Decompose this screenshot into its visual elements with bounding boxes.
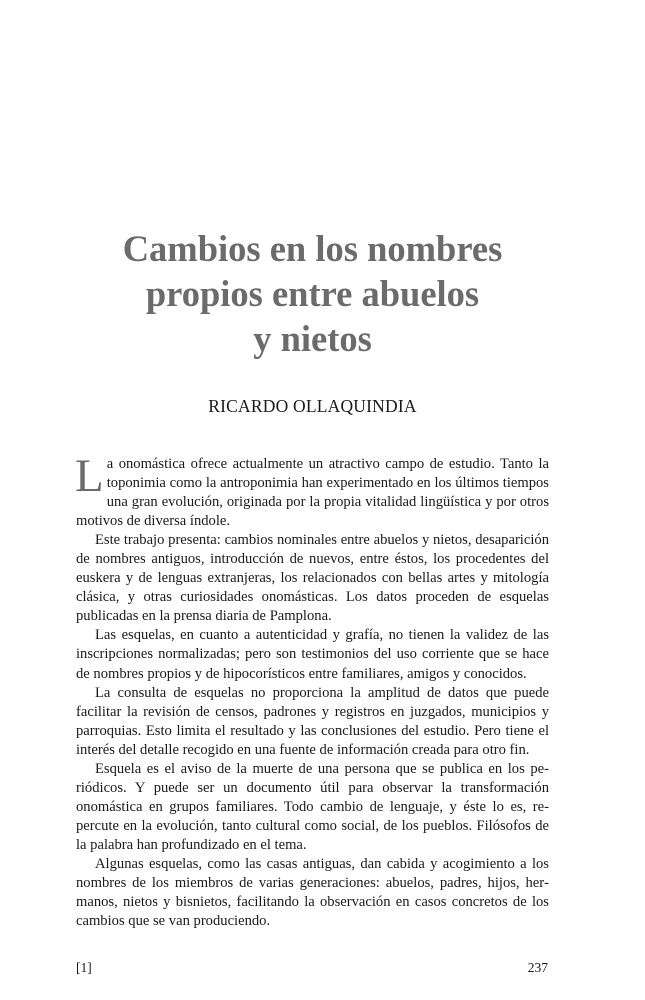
article-title-line-2: propios entre abuelos xyxy=(145,273,480,314)
article-body xyxy=(75,450,549,931)
paragraph-2: Este trabajo presenta: cambios nominales entre abuelos y nietos, desaparición de nombres antiguos, introducción de nuevos, entre éstos, los procedentes del euskera y de lenguas extranjeras, los relacionados con bellas artes y mitología clásica, y otras curiosidades onomásticas. Los datos proceden de esquelas publicadas en la prensa diaria de Pamplona. xyxy=(76,532,549,625)
article-title-line-3: y nietos xyxy=(253,318,372,359)
paragraph-3: Las esquelas, en cuanto a autenticidad y grafía, no tienen la validez de las inscripciones normalizadas; pero son testimonios del uso corriente que se hace de nombres propios y de hipocorísticos entre familiares, amigos y conocidos. xyxy=(76,627,549,682)
paragraph-1 xyxy=(75,450,549,531)
section-marker: [1] xyxy=(76,960,92,975)
drop-cap: L xyxy=(75,450,104,502)
article-title-line-1: Cambios en los nombres xyxy=(122,228,503,269)
paragraph-1-text: a onomástica ofrece actualmente un atractivo campo de estudio. Tanto la toponimia como la antroponimia han experimentado en los últimos tiempos una gran evolución, originada por la propia vitalidad lingüística y por otros motivos de diversa índole. xyxy=(76,456,549,530)
paragraph-5: Esquela es el aviso de la muerte de una persona que se publica en los periódicos. Y puede ser un documento útil para observar la transformación onomástica en grupos familiares. Todo cambio de lenguaje, y éste lo es, repercute en la evolución, tanto cultural como social, de los pueblos. Filósofos de la palabra han profundizado en el tema. xyxy=(76,760,549,853)
paragraph-6: Algunas esquelas, como las casas antiguas, dan cabida y acogimiento a los nombres de los miembros de varias generaciones: abuelos, padres, hijos, hermanos, nietos y bisnietos, facilitando la observación en casos concretos de los cambios que se van produciendo. xyxy=(76,855,549,930)
article-title xyxy=(60,226,565,361)
paragraph-4: La consulta de esquelas no proporciona la amplitud de datos que puede facilitar la revisión de censos, padrones y registros en juzgados, municipios y parroquias. Esto limita el resultado y las conclusiones del estudio. Pero tiene el interés del detalle recogido en una fuente de información creada para otro fin. xyxy=(76,684,549,758)
page-number: 237 xyxy=(527,960,548,975)
author-name: RICARDO OLLAQUINDIA xyxy=(208,396,417,416)
